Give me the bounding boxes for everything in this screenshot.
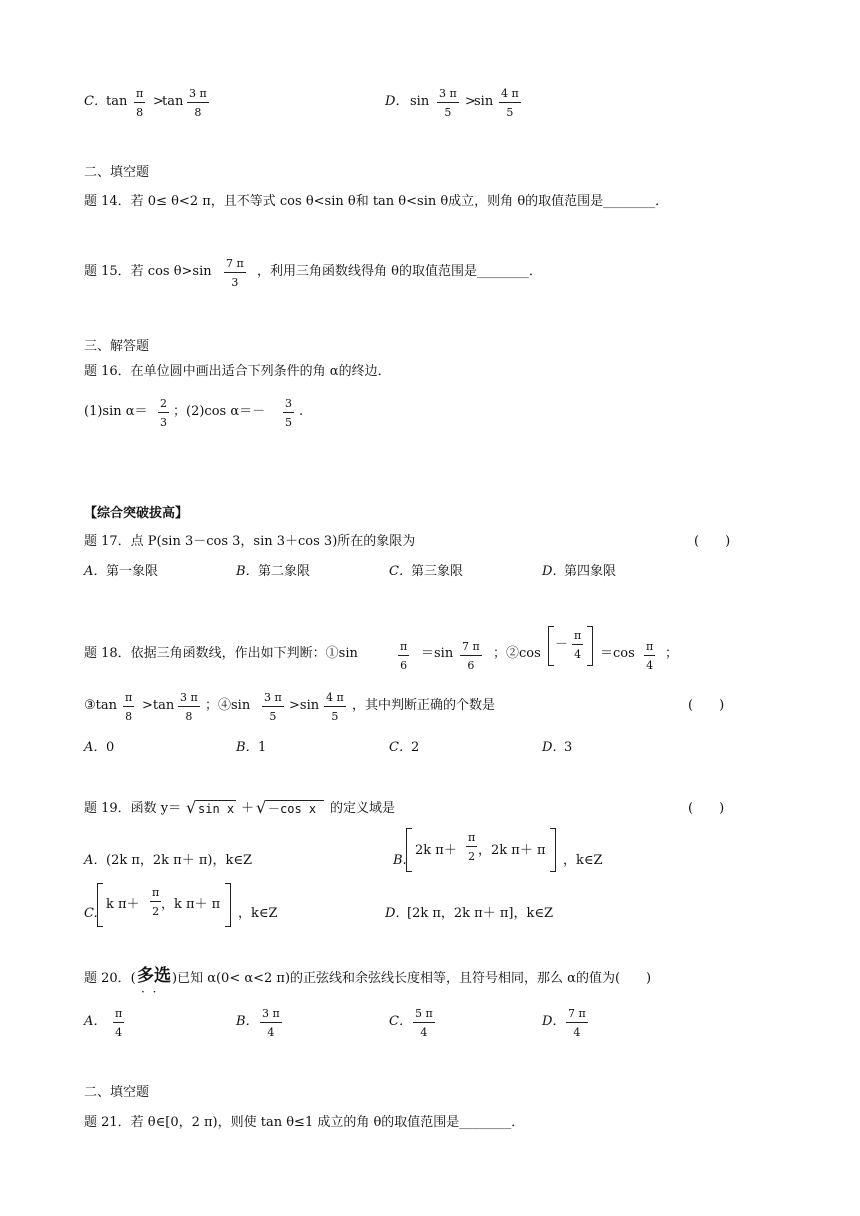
fraction-num: 3 π — [260, 1007, 282, 1023]
period: . — [299, 404, 304, 419]
fraction-den: 4 — [420, 1026, 428, 1039]
option-text: 第一象限 — [106, 564, 159, 579]
question-16-part2: ；(2)cos α＝－ — [173, 404, 266, 419]
option-text: 0 — [106, 740, 115, 755]
option-letter: B． — [236, 1014, 259, 1029]
fraction-num: 3 π — [187, 87, 209, 103]
fraction-den: 5 — [444, 106, 452, 119]
option-text: [2k π，2k π＋ π]，k∈Z — [407, 906, 554, 921]
fraction-den: 6 — [467, 659, 475, 672]
question-19-pre: 题 19．函数 y＝ — [84, 801, 182, 816]
left-bracket — [97, 883, 103, 927]
minus-sign: － — [555, 637, 569, 652]
option-c-tan: tan — [106, 94, 128, 109]
emphasis-dots: · · — [141, 985, 159, 999]
fraction-den: 3 — [160, 416, 167, 429]
interval-left: k π＋ — [106, 897, 140, 912]
sqrt-icon: √ — [256, 798, 267, 817]
option-d-sin2: sin — [474, 94, 494, 109]
option-letter: D． — [542, 564, 566, 579]
fraction-num: 4 π — [324, 691, 346, 707]
fraction-num: 7 π — [224, 257, 246, 273]
fraction — [158, 397, 169, 429]
fraction — [460, 640, 482, 672]
gt-tan: >tan — [142, 698, 175, 713]
section-heading-comprehensive: 【综合突破拔高】 — [84, 506, 189, 521]
question-15-post: ，利用三角函数线得角 θ的取值范围是________． — [257, 264, 542, 279]
option-tail: ，k∈Z — [238, 906, 278, 921]
question-20-pre: 题 20．( — [84, 971, 136, 986]
fraction-num: 3 — [283, 397, 294, 413]
fraction-den: 8 — [125, 710, 133, 723]
fraction-den: 3 — [231, 276, 239, 289]
question-20-post: )已知 α(0< α<2 π)的正弦线和余弦线长度相等，且符号相同，那么 α的值为( ) — [172, 971, 652, 986]
option-text: 第三象限 — [411, 564, 464, 579]
fraction-den: 4 — [573, 1026, 581, 1039]
fraction — [324, 691, 346, 723]
section-heading-fill: 二、填空题 — [84, 165, 150, 180]
fraction — [566, 1007, 588, 1039]
question-16-part1: (1)sin α＝ — [84, 404, 148, 419]
fraction-num: π — [150, 886, 161, 902]
interval-left: 2k π＋ — [415, 843, 457, 858]
fraction-num: 5 π — [413, 1007, 435, 1023]
option-text: 1 — [258, 740, 267, 755]
fraction-den: 8 — [185, 710, 193, 723]
semicolon: ； — [665, 646, 679, 661]
fraction-den: 5 — [269, 710, 277, 723]
section-heading-fill-2: 二、填空题 — [84, 1085, 150, 1100]
option-c-tan2: tan — [162, 94, 184, 109]
radicand: －cos x — [268, 802, 317, 816]
fraction — [123, 691, 134, 723]
option-letter: B． — [236, 740, 259, 755]
option-letter-d: D． — [385, 94, 409, 109]
fraction-den: 5 — [285, 416, 292, 429]
fraction — [262, 691, 284, 723]
fraction-den: 8 — [136, 106, 144, 119]
option-text: 第二象限 — [258, 564, 311, 579]
fraction-den: 4 — [115, 1026, 123, 1039]
option-letter: A． — [84, 564, 107, 579]
gt-sign: > — [465, 94, 476, 109]
fraction — [260, 1007, 282, 1039]
right-bracket — [550, 828, 556, 872]
option-letter: D． — [385, 906, 409, 921]
fraction-den: 2 — [152, 905, 160, 918]
fraction — [224, 257, 246, 289]
option-text: 2 — [411, 740, 420, 755]
equals-cos: ＝cos — [600, 646, 635, 661]
fraction-num: 3 π — [262, 691, 284, 707]
fraction-num: 7 π — [566, 1007, 588, 1023]
semicolon-cos: ；②cos — [493, 646, 541, 661]
fraction-num: 4 π — [499, 87, 521, 103]
fraction-num: π — [466, 831, 477, 847]
plus-sign: ＋ — [241, 801, 255, 816]
fraction-den: 4 — [646, 659, 654, 672]
question-19-post: 的定义域是 — [330, 801, 396, 816]
fraction-num: π — [644, 640, 655, 656]
option-d-sin: sin — [410, 94, 430, 109]
option-letter: C． — [389, 564, 412, 579]
option-letter: A． — [84, 740, 107, 755]
fraction — [187, 87, 209, 119]
fraction-num: 7 π — [460, 640, 482, 656]
fraction-num: π — [113, 1007, 124, 1023]
fraction-num: π — [572, 629, 583, 645]
fraction — [150, 886, 161, 918]
left-bracket — [406, 828, 412, 872]
option-text: (2k π，2k π＋ π)，k∈Z — [106, 853, 253, 868]
fraction-den: 4 — [267, 1026, 275, 1039]
fraction-num: π — [123, 691, 134, 707]
fraction — [178, 691, 200, 723]
option-letter: C. — [84, 906, 98, 921]
option-text: 3 — [564, 740, 573, 755]
option-letter-c: C． — [84, 94, 107, 109]
fraction — [644, 640, 655, 672]
left-bracket — [548, 626, 554, 666]
right-bracket — [587, 626, 593, 666]
fraction — [437, 87, 459, 119]
fraction-num: 3 π — [178, 691, 200, 707]
question-17-stem: 题 17．点 P(sin 3－cos 3，sin 3＋cos 3)所在的象限为 — [84, 534, 416, 549]
option-letter: B． — [236, 564, 259, 579]
fraction — [398, 640, 409, 672]
question-18-tail: ，其中判断正确的个数是 — [352, 698, 496, 713]
question-18-pre: 题 18．依据三角函数线，作出如下判断：①sin — [84, 646, 358, 661]
option-letter: C． — [389, 740, 412, 755]
section-heading-answer: 三、解答题 — [84, 339, 150, 354]
fraction-den: 8 — [194, 106, 202, 119]
fraction-num: π — [134, 87, 145, 103]
answer-blank: ( ) — [688, 698, 725, 713]
option-letter: A． — [84, 853, 107, 868]
question-16-title: 题 16．在单位圆中画出适合下列条件的角 α的终边． — [84, 364, 391, 379]
option-text: 第四象限 — [564, 564, 617, 579]
equals-sin: ＝sin — [421, 646, 454, 661]
fraction — [499, 87, 521, 119]
fraction — [466, 831, 477, 863]
sqrt-icon: √ — [186, 798, 197, 817]
option-letter: B. — [393, 853, 407, 868]
option-letter: A． — [84, 1014, 107, 1029]
answer-blank: ( ) — [688, 801, 725, 816]
question-15-pre: 题 15．若 cos θ>sin — [84, 264, 212, 279]
option-letter: C． — [389, 1014, 412, 1029]
question-21: 题 21．若 θ∈[0，2 π)，则使 tan θ≤1 成立的角 θ的取值范围是________． — [84, 1115, 525, 1130]
fraction-den: 5 — [506, 106, 514, 119]
right-bracket — [225, 883, 231, 927]
fraction — [134, 87, 145, 119]
answer-blank: ( ) — [694, 534, 731, 549]
interval-right: ，2k π＋ π — [478, 843, 546, 858]
question-14: 题 14．若 0≤ θ<2 π，且不等式 cos θ<sin θ和 tan θ<sin θ成立，则角 θ的取值范围是________． — [84, 194, 669, 209]
fraction-num: 2 — [158, 397, 169, 413]
gt-sign: > — [153, 94, 164, 109]
gt-sin: >sin — [289, 698, 320, 713]
fraction — [113, 1007, 124, 1039]
interval-right: ，k π＋ π — [161, 897, 221, 912]
fraction — [413, 1007, 435, 1039]
fraction-num: 3 π — [437, 87, 459, 103]
option-tail: ，k∈Z — [563, 853, 603, 868]
fraction — [572, 629, 583, 661]
option-letter: D． — [542, 740, 566, 755]
multi-select-tag: 多选 — [137, 966, 171, 986]
fraction-num: π — [398, 640, 409, 656]
radicand: sin x — [198, 802, 235, 816]
fraction-den: 5 — [331, 710, 339, 723]
fraction-den: 2 — [468, 850, 476, 863]
fraction-den: 4 — [574, 648, 582, 661]
option-letter: D． — [542, 1014, 566, 1029]
judgement-4-sin: ；④sin — [205, 698, 251, 713]
fraction — [283, 397, 294, 429]
fraction-den: 6 — [400, 659, 408, 672]
judgement-3-tan: ③tan — [84, 698, 118, 713]
